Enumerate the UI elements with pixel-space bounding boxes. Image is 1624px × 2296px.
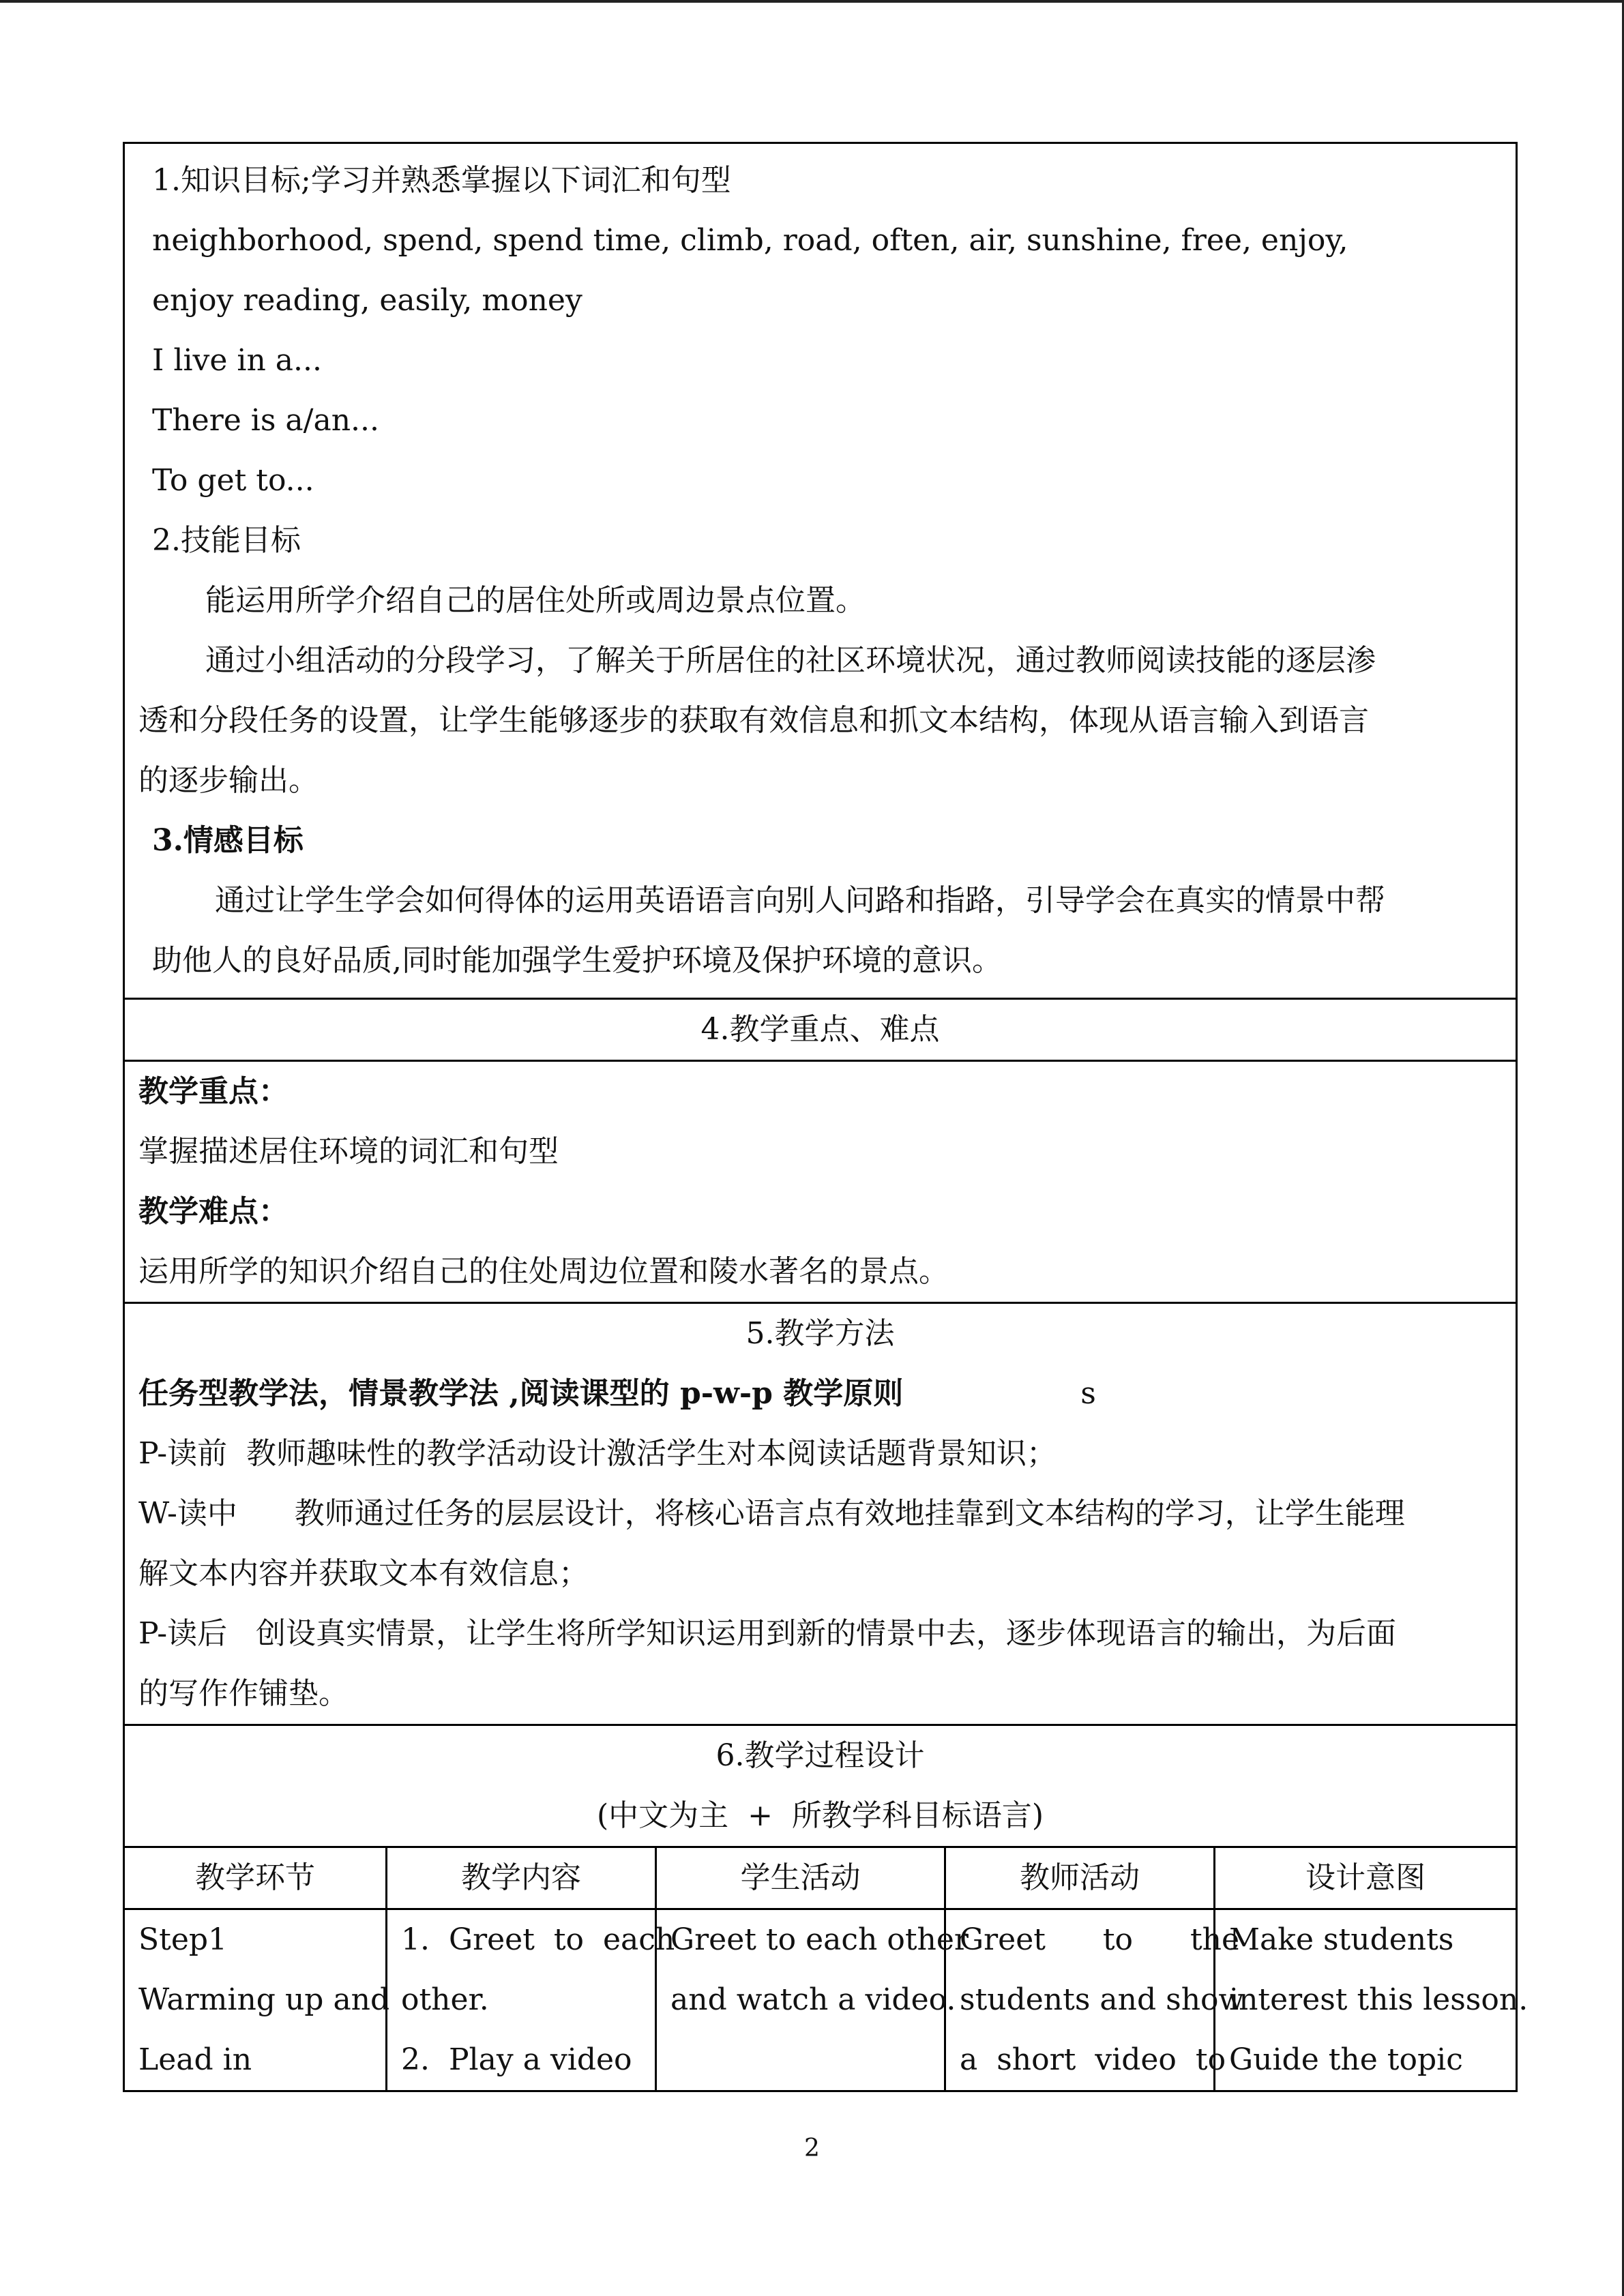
post-reading-line-2: 的写作作铺垫。 [138,1676,349,1711]
process-title: 6.教学过程设计 [715,1738,925,1773]
header-content-text: 教学内容 [461,1860,581,1895]
step1-content-cell [387,1909,675,2091]
process-title-row [124,1725,1517,1847]
objectives-row [124,143,1517,999]
stray-s: s [1080,1376,1096,1411]
emotion-heading: 3.情感目标 [152,823,304,858]
methods-title: 5.教学方法 [745,1316,895,1351]
skill-paragraph-2-line-1: 通过小组活动的分段学习，了解关于所居住的社区环境状况，通过教师阅读技能的逐层渗 [205,643,1376,678]
step1-teacher-line-2: students and show [960,1982,1245,2017]
step1-stage-cell [124,1909,390,2091]
step1-teacher-line-1: Greet to the [960,1922,1240,1957]
key-points-row [124,1061,1517,1303]
header-student [656,1847,945,1909]
emotion-line-1: 通过让学生学会如何得体的运用英语语言向别人问路和指路，引导学会在真实的情景中帮 [215,883,1385,918]
header-teacher [945,1847,1215,1909]
skill-paragraph-2-line-3: 的逐步输出。 [138,763,319,798]
focus-label: 教学重点： [138,1074,289,1109]
table-row [124,1909,1517,2091]
step1-purpose-line-2: interest this lesson. [1229,1982,1529,2017]
key-points-title-row [124,999,1517,1061]
step1-student-line-2: and watch a video. [670,1982,956,2017]
skill-paragraph-2-line-2: 透和分段任务的设置，让学生能够逐步的获取有效信息和抓文本结构，体现从语言输入到语言 [138,703,1369,738]
key-points-title-text: 4.教学重点、难点 [700,1012,940,1047]
page-number: 2 [804,2134,820,2162]
header-student-text: 学生活动 [740,1860,861,1895]
while-reading-line-2: 解文本内容并获取文本有效信息； [138,1556,589,1591]
step1-content-line-3: 2. Play a video [401,2042,632,2077]
process-subtitle: (中文为主 + 所教学科目标语言) [596,1798,1044,1833]
skill-paragraph-1: 能运用所学介绍自己的居住处所或周边景点位置。 [205,583,866,618]
step1-content-line-1: 1. Greet to each [401,1922,675,1957]
vocab-line-2: enjoy reading, easily, money [152,283,582,318]
skill-heading: 2.技能目标 [152,523,301,558]
step1-stage-line-1: Step1 [138,1922,228,1957]
step1-teacher-cell [945,1909,1245,2091]
emotion-line-2: 助他人的良好品质,同时能加强学生爱护环境及保护环境的意识。 [152,943,1002,978]
lesson-plan-table [123,142,1529,2092]
process-header-row [124,1847,1517,1909]
step1-student-line-1: Greet to each other [670,1922,969,1957]
step1-purpose-line-1: Make students [1229,1922,1454,1957]
header-stage-text: 教学环节 [195,1860,315,1895]
step1-purpose-cell [1215,1909,1529,2091]
methods-cell [124,1303,1517,1725]
sentence-pattern-3: To get to... [152,463,314,498]
difficulty-label: 教学难点： [138,1194,289,1229]
key-points-title [124,999,1517,1061]
header-content [387,1847,656,1909]
methods-summary-line [138,1364,1502,1424]
step1-content-line-2: other. [401,1982,489,2017]
sentence-pattern-1: I live in a... [152,343,322,378]
methods-summary: 任务型教学法，情景教学法 ,阅读课型的 p-w-p 教学原则 [138,1376,904,1411]
knowledge-heading: 1.知识目标;学习并熟悉掌握以下词汇和句型 [152,163,731,198]
step1-stage-line-3: Lead in [138,2042,252,2077]
pre-reading-line: P-读前 教师趣味性的教学活动设计激活学生对本阅读话题背景知识； [138,1436,1057,1471]
top-border-line [0,0,1624,3]
difficulty-text: 运用所学的知识介绍自己的住处周边位置和陵水著名的景点。 [138,1254,949,1289]
step1-purpose-line-3: Guide the topic [1229,2042,1463,2077]
header-purpose [1215,1847,1517,1909]
step1-stage-line-2: Warming up and [138,1982,390,2017]
process-title-cell [124,1725,1517,1847]
sentence-pattern-2: There is a/an... [152,403,380,438]
while-reading-line-1: W-读中 教师通过任务的层层设计，将核心语言点有效地挂靠到文本结构的学习，让学生能理 [138,1496,1405,1531]
key-points-cell [124,1061,1517,1303]
header-teacher-text: 教师活动 [1020,1860,1140,1895]
step1-student-cell [656,1909,969,2091]
methods-row [124,1303,1517,1725]
post-reading-line-1: P-读后 创设真实情景，让学生将所学知识运用到新的情景中去，逐步体现语言的输出，为后面 [138,1616,1397,1651]
focus-text: 掌握描述居住环境的词汇和句型 [138,1134,559,1169]
objectives-cell [124,143,1517,999]
step1-teacher-line-3: a short video to [960,2042,1226,2077]
header-purpose-text: 设计意图 [1305,1860,1426,1895]
header-stage [124,1847,387,1909]
vocab-line-1: neighborhood, spend, spend time, climb, road, often, air, sunshine, free, enjoy, [152,223,1348,258]
